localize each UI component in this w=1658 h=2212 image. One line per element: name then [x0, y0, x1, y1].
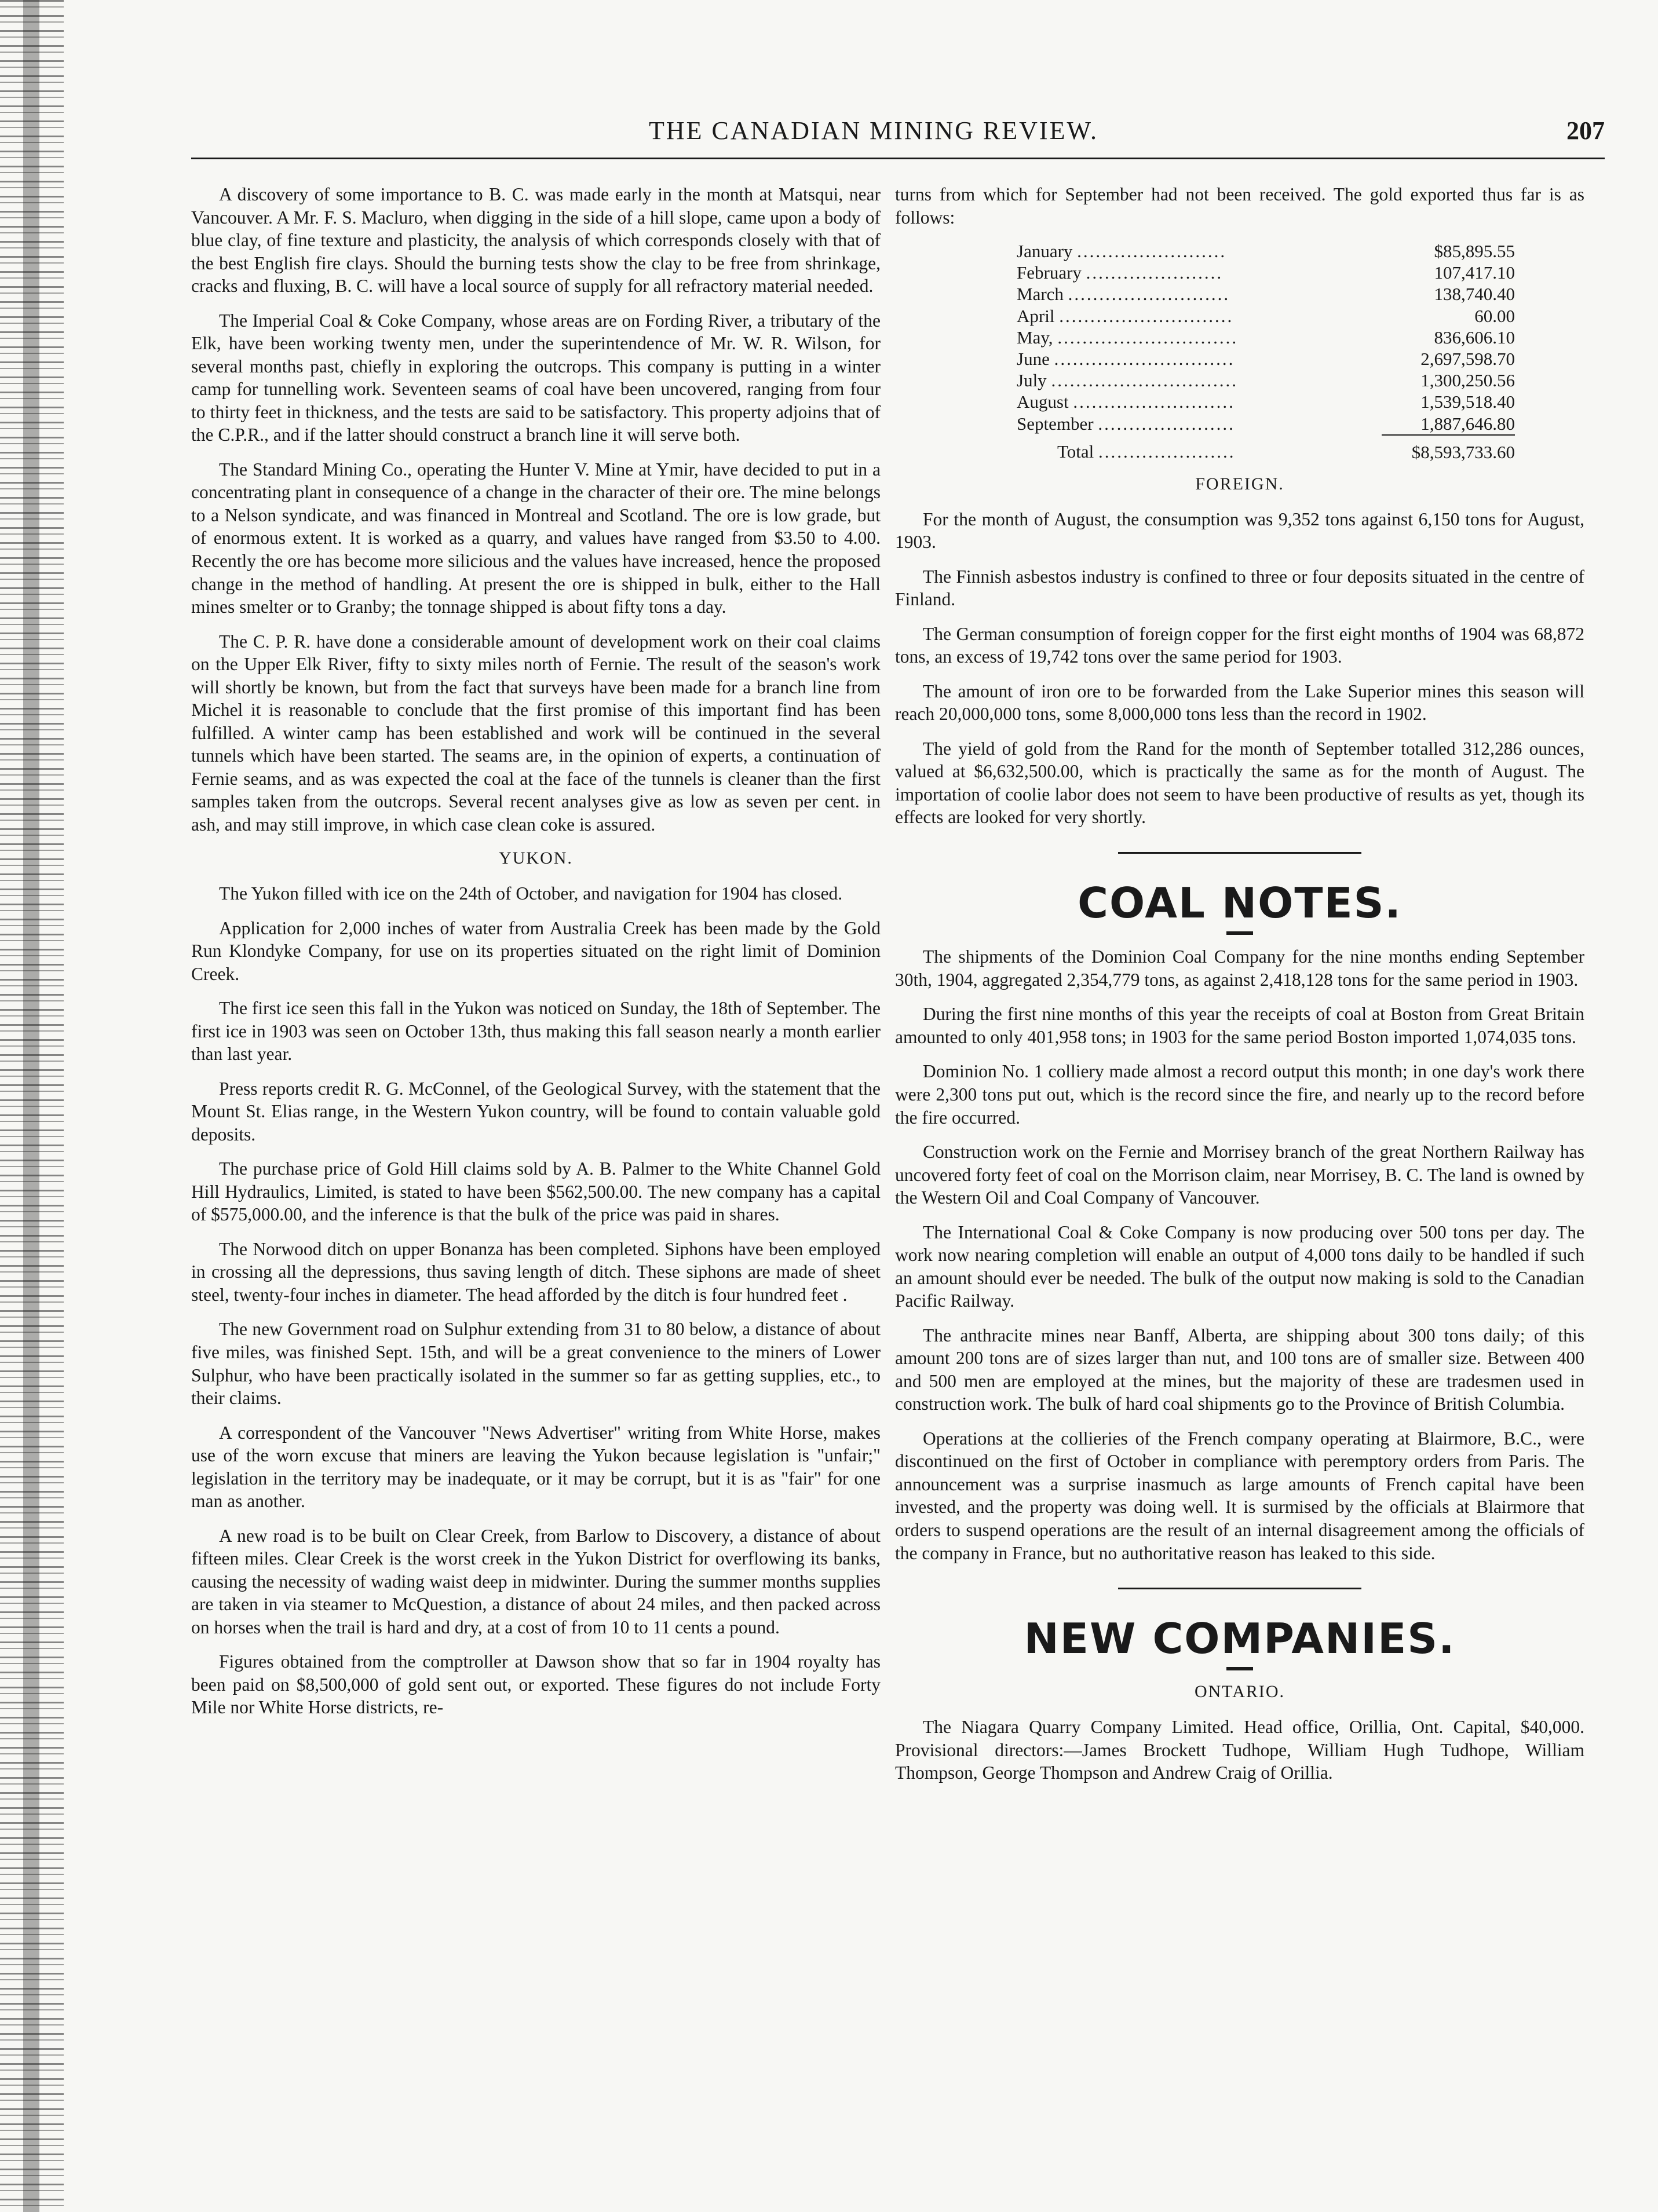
paragraph: The Finnish asbestos industry is confined to three or four deposits situated in the centre of Finland.: [895, 566, 1584, 610]
right-column: [895, 183, 1584, 1796]
paragraph: Dominion No. 1 colliery made almost a record output this month; in one day's work there were 2,300 tons put out, which is the record since the fire, and nearly up to the record before the fire occurred.: [895, 1061, 1584, 1128]
table-total-row: Total ...................... $8,593,733.60: [1017, 435, 1515, 463]
table-row: February ...................... 107,417.10: [1017, 262, 1515, 283]
total-value: $8,593,733.60: [1411, 441, 1515, 462]
month-value: $85,895.55: [1434, 241, 1515, 262]
month-label: January: [1017, 241, 1073, 262]
new-companies-heading: NEW COMPANIES.: [1024, 1614, 1456, 1663]
paragraph: The yield of gold from the Rand for the month of September totalled 312,286 ounces, valued at $6,632,500.00, which is practically the same as for the month of August. The importation of coolie labor does not seem to have been productive of results as yet, though its effects are looked for very shortly.: [895, 738, 1584, 828]
table-row: May, ............................. 836,606.10: [1017, 327, 1515, 348]
paragraph: Operations at the collieries of the French company operating at Blairmore, B.C., were discontinued on the first of October in compliance with peremptory orders from Paris. The announcement was a surprise inasmuch as large amounts of French capital have been invested, and the property was doing well. It is surmised by the officials at Blairmore that orders to suspend operations are the result of an internal disagreement among the officials of the company in France, but no authoritative reason has leaked to this side.: [895, 1428, 1584, 1563]
month-label: March: [1017, 284, 1064, 305]
page-header: [191, 116, 1605, 151]
month-label: February: [1017, 262, 1082, 283]
paragraph: The C. P. R. have done a considerable amount of development work on their coal claims on the Upper Elk River, fifty to sixty miles north of Fernie. The result of the season's work will shortly be known, but from the fact that surveys have been made for a branch line from Michel it is reasonable to conclude that the first promise of this important find has been fulfilled. A winter camp has been established and work will be continued in the several tunnels which have been started. The seams are, in the opinion of experts, a continuation of Fernie seams, and as was expected the coal at the face of the tunnels is cleaner than the first samples taken from the outcrops. Several recent analyses give as low as seven per cent. in ash, and may still improve, in which case clean coke is assured.: [191, 631, 881, 835]
paragraph: A discovery of some importance to B. C. was made early in the month at Matsqui, near Vancouver. A Mr. F. S. Macluro, when digging in the side of a hill slope, came upon a body of blue clay, of fine texture and plasticity, the analysis of which corresponds closely with that of the best English fire clays. Should the burning tests show the clay to be free from shrinkage, cracks and fluxing, B. C. will have a local source of supply for all refractory material needed.: [191, 184, 881, 297]
month-value: 138,740.40: [1434, 284, 1515, 305]
month-label: August: [1017, 392, 1069, 412]
month-value: 1,887,646.80: [1382, 413, 1515, 435]
month-value: 60.00: [1474, 305, 1515, 326]
month-value: 1,539,518.40: [1420, 392, 1515, 412]
month-value: 2,697,598.70: [1420, 349, 1515, 369]
page-number: 207: [1566, 116, 1605, 145]
paragraph: The Niagara Quarry Company Limited. Head office, Orillia, Ont. Capital, $40,000. Provisional directors:—James Brockett Tudhope, William Hugh Tudhope, William Thompson, George Thompson and Andrew Craig of Orillia.: [895, 1717, 1584, 1783]
paragraph: The amount of iron ore to be forwarded from the Lake Superior mines this season will reach 20,000,000 tons, some 8,000,000 tons less than the record in 1902.: [895, 681, 1584, 725]
heading-dash: [1226, 1667, 1253, 1670]
table-row: August .......................... 1,539,518.40: [1017, 392, 1515, 412]
paragraph: During the first nine months of this year the receipts of coal at Boston from Great Britain amounted to only 401,958 tons; in 1903 for the same period Boston imported 1,074,035 tons.: [895, 1004, 1584, 1047]
paragraph: Press reports credit R. G. McConnel, of the Geological Survey, with the statement that the Mount St. Elias range, in the Western Yukon country, will be found to contain valuable gold deposits.: [191, 1078, 881, 1145]
table-row: September ...................... 1,887,646.80: [1017, 413, 1515, 434]
paragraph: Figures obtained from the comptroller at Dawson show that so far in 1904 royalty has been paid on $8,500,000 of gold sent out, or exported. These figures do not include Forty Mile nor White Horse districts, re-: [191, 1651, 881, 1718]
month-label: September: [1017, 414, 1094, 434]
section-divider: [1118, 1588, 1361, 1589]
foreign-heading: FOREIGN.: [1195, 474, 1284, 493]
month-label: July: [1017, 370, 1047, 391]
table-row: July .............................. 1,300,250.56: [1017, 370, 1515, 391]
paragraph: The Imperial Coal & Coke Company, whose areas are on Fording River, a tributary of the Elk, have been working twenty men, under the superintendence of Mr. W. R. Wilson, for several months past, chiefly in exploring the outcrops. This company is putting in a winter camp for tunnelling work. Seventeen seams of coal have been uncovered, ranging from four to thirty feet in thickness, and the tests are said to be satisfactory. This property adjoins that of the C.P.R., and if the latter should construct a branch line it will serve both.: [191, 310, 881, 445]
section-divider: [1118, 852, 1361, 854]
header-rule: [191, 158, 1605, 159]
table-row: January ........................ $85,895.55: [1017, 241, 1515, 262]
month-value: 1,300,250.56: [1420, 370, 1515, 391]
paragraph: The Yukon filled with ice on the 24th of October, and navigation for 1904 has closed.: [219, 883, 843, 904]
month-value: 836,606.10: [1434, 327, 1515, 348]
table-row: April ............................ 60.00: [1017, 305, 1515, 326]
paragraph: The new Government road on Sulphur extending from 31 to 80 below, a distance of about five miles, was finished Sept. 15th, and will be a great convenience to the miners of Lower Sulphur, who have been practically isolated in the summer so far as getting supplies, etc., to their claims.: [191, 1319, 881, 1409]
total-label: Total: [1057, 441, 1094, 462]
ontario-heading: ONTARIO.: [1194, 1682, 1286, 1702]
left-column: [191, 183, 881, 1731]
yukon-heading: YUKON.: [499, 849, 573, 868]
paragraph: A correspondent of the Vancouver "News Advertiser" writing from White Horse, makes use of the worn excuse that miners are leaving the Yukon because legislation is "unfair;" legislation in the territory may be inadequate, or it may be corrupt, but it is as "fair" for one man as another.: [191, 1422, 881, 1512]
table-row: June ............................. 2,697,598.70: [1017, 349, 1515, 369]
month-label: June: [1017, 349, 1050, 369]
paragraph: For the month of August, the consumption was 9,352 tons against 6,150 tons for August, 1903.: [895, 509, 1584, 553]
paragraph: The Norwood ditch on upper Bonanza has been completed. Siphons have been employed in crossing all the depressions, thus saving length of ditch. These siphons are made of sheet steel, twenty-four inches in diameter. The head afforded by the ditch is four hundred feet .: [191, 1238, 881, 1305]
month-label: April: [1017, 305, 1055, 326]
paragraph: A new road is to be built on Clear Creek, from Barlow to Discovery, a distance of about fifteen miles. Clear Creek is the worst creek in the Yukon District for overflowing its banks, causing the necessity of wading waist deep in midwinter. During the summer months supplies are taken in via steamer to McQuestion, a distance of about 24 miles, and then packed across on horses when the trail is hard and dry, at a cost of from 10 to 11 cents a pound.: [191, 1525, 881, 1637]
table-row: March .......................... 138,740.40: [1017, 284, 1515, 305]
paragraph: Application for 2,000 inches of water from Australia Creek has been made by the Gold Run Klondyke Company, for use on its properties situated on the right limit of Dominion Creek.: [191, 917, 881, 984]
month-value: 107,417.10: [1434, 262, 1515, 283]
paragraph: Construction work on the Fernie and Morrisey branch of the great Northern Railway has uncovered forty feet of coal on the Morrison claim, near Morrisey, B. C. The land is owned by the Western Oil and Coal Company of Vancouver.: [895, 1142, 1584, 1208]
heading-dash: [1226, 931, 1253, 935]
coal-notes-heading: COAL NOTES.: [1078, 878, 1402, 927]
gold-export-table: [1017, 240, 1515, 463]
paragraph: The purchase price of Gold Hill claims sold by A. B. Palmer to the White Channel Gold Hill Hydraulics, Limited, is stated to have been $562,500.00. The new company has a capital of $575,000.00, and the inference is that the bulk of the price was paid in shares.: [191, 1158, 881, 1225]
paragraph: The first ice seen this fall in the Yukon was noticed on Sunday, the 18th of September. The first ice in 1903 was seen on October 13th, thus making this fall season nearly a month earlier than last year.: [191, 998, 881, 1065]
paragraph: The shipments of the Dominion Coal Company for the nine months ending September 30th, 1904, aggregated 2,354,779 tons, as against 2,418,128 tons for the same period in 1903.: [895, 946, 1584, 990]
running-title: THE CANADIAN MINING REVIEW.: [649, 116, 1098, 145]
paragraph: The German consumption of foreign copper for the first eight months of 1904 was 68,872 tons, an excess of 19,742 tons over the same period for 1903.: [895, 623, 1584, 667]
paragraph: The Standard Mining Co., operating the Hunter V. Mine at Ymir, have decided to put in a concentrating plant in consequence of a change in the character of their ore. The mine belongs to a Nelson syndicate, and was financed in Montreal and Scotland. The ore is low grade, but of enormous extent. It is worked as a quarry, and values have ranged from $3.50 to 4.00. Recently the ore has become more silicious and the values have increased, hence the proposed change in the method of handling. At present the ore is shipped in bulk, either to the Hall mines smelter or to Granby; the tonnage shipped is about fifty tons a day.: [191, 459, 881, 617]
paragraph: The International Coal & Coke Company is now producing over 500 tons per day. The work now nearing completion will enable an output of 4,000 tons daily to be handled if such an amount should ever be needed. The bulk of the output now making is sold to the Canadian Pacific Railway.: [895, 1222, 1584, 1311]
scan-edge-shadow: [23, 0, 39, 2212]
paragraph-continuation: turns from which for September had not been received. The gold exported thus far is as follows:: [895, 184, 1584, 228]
month-label: May,: [1017, 327, 1053, 348]
paragraph: The anthracite mines near Banff, Alberta, are shipping about 300 tons daily; of this amount 200 tons are of sizes larger than nut, and 100 tons are of smaller size. Between 400 and 500 men are employed at the mines, but the majority of these are tradesmen used in construction work. The bulk of hard coal shipments go to the Province of British Columbia.: [895, 1325, 1584, 1414]
